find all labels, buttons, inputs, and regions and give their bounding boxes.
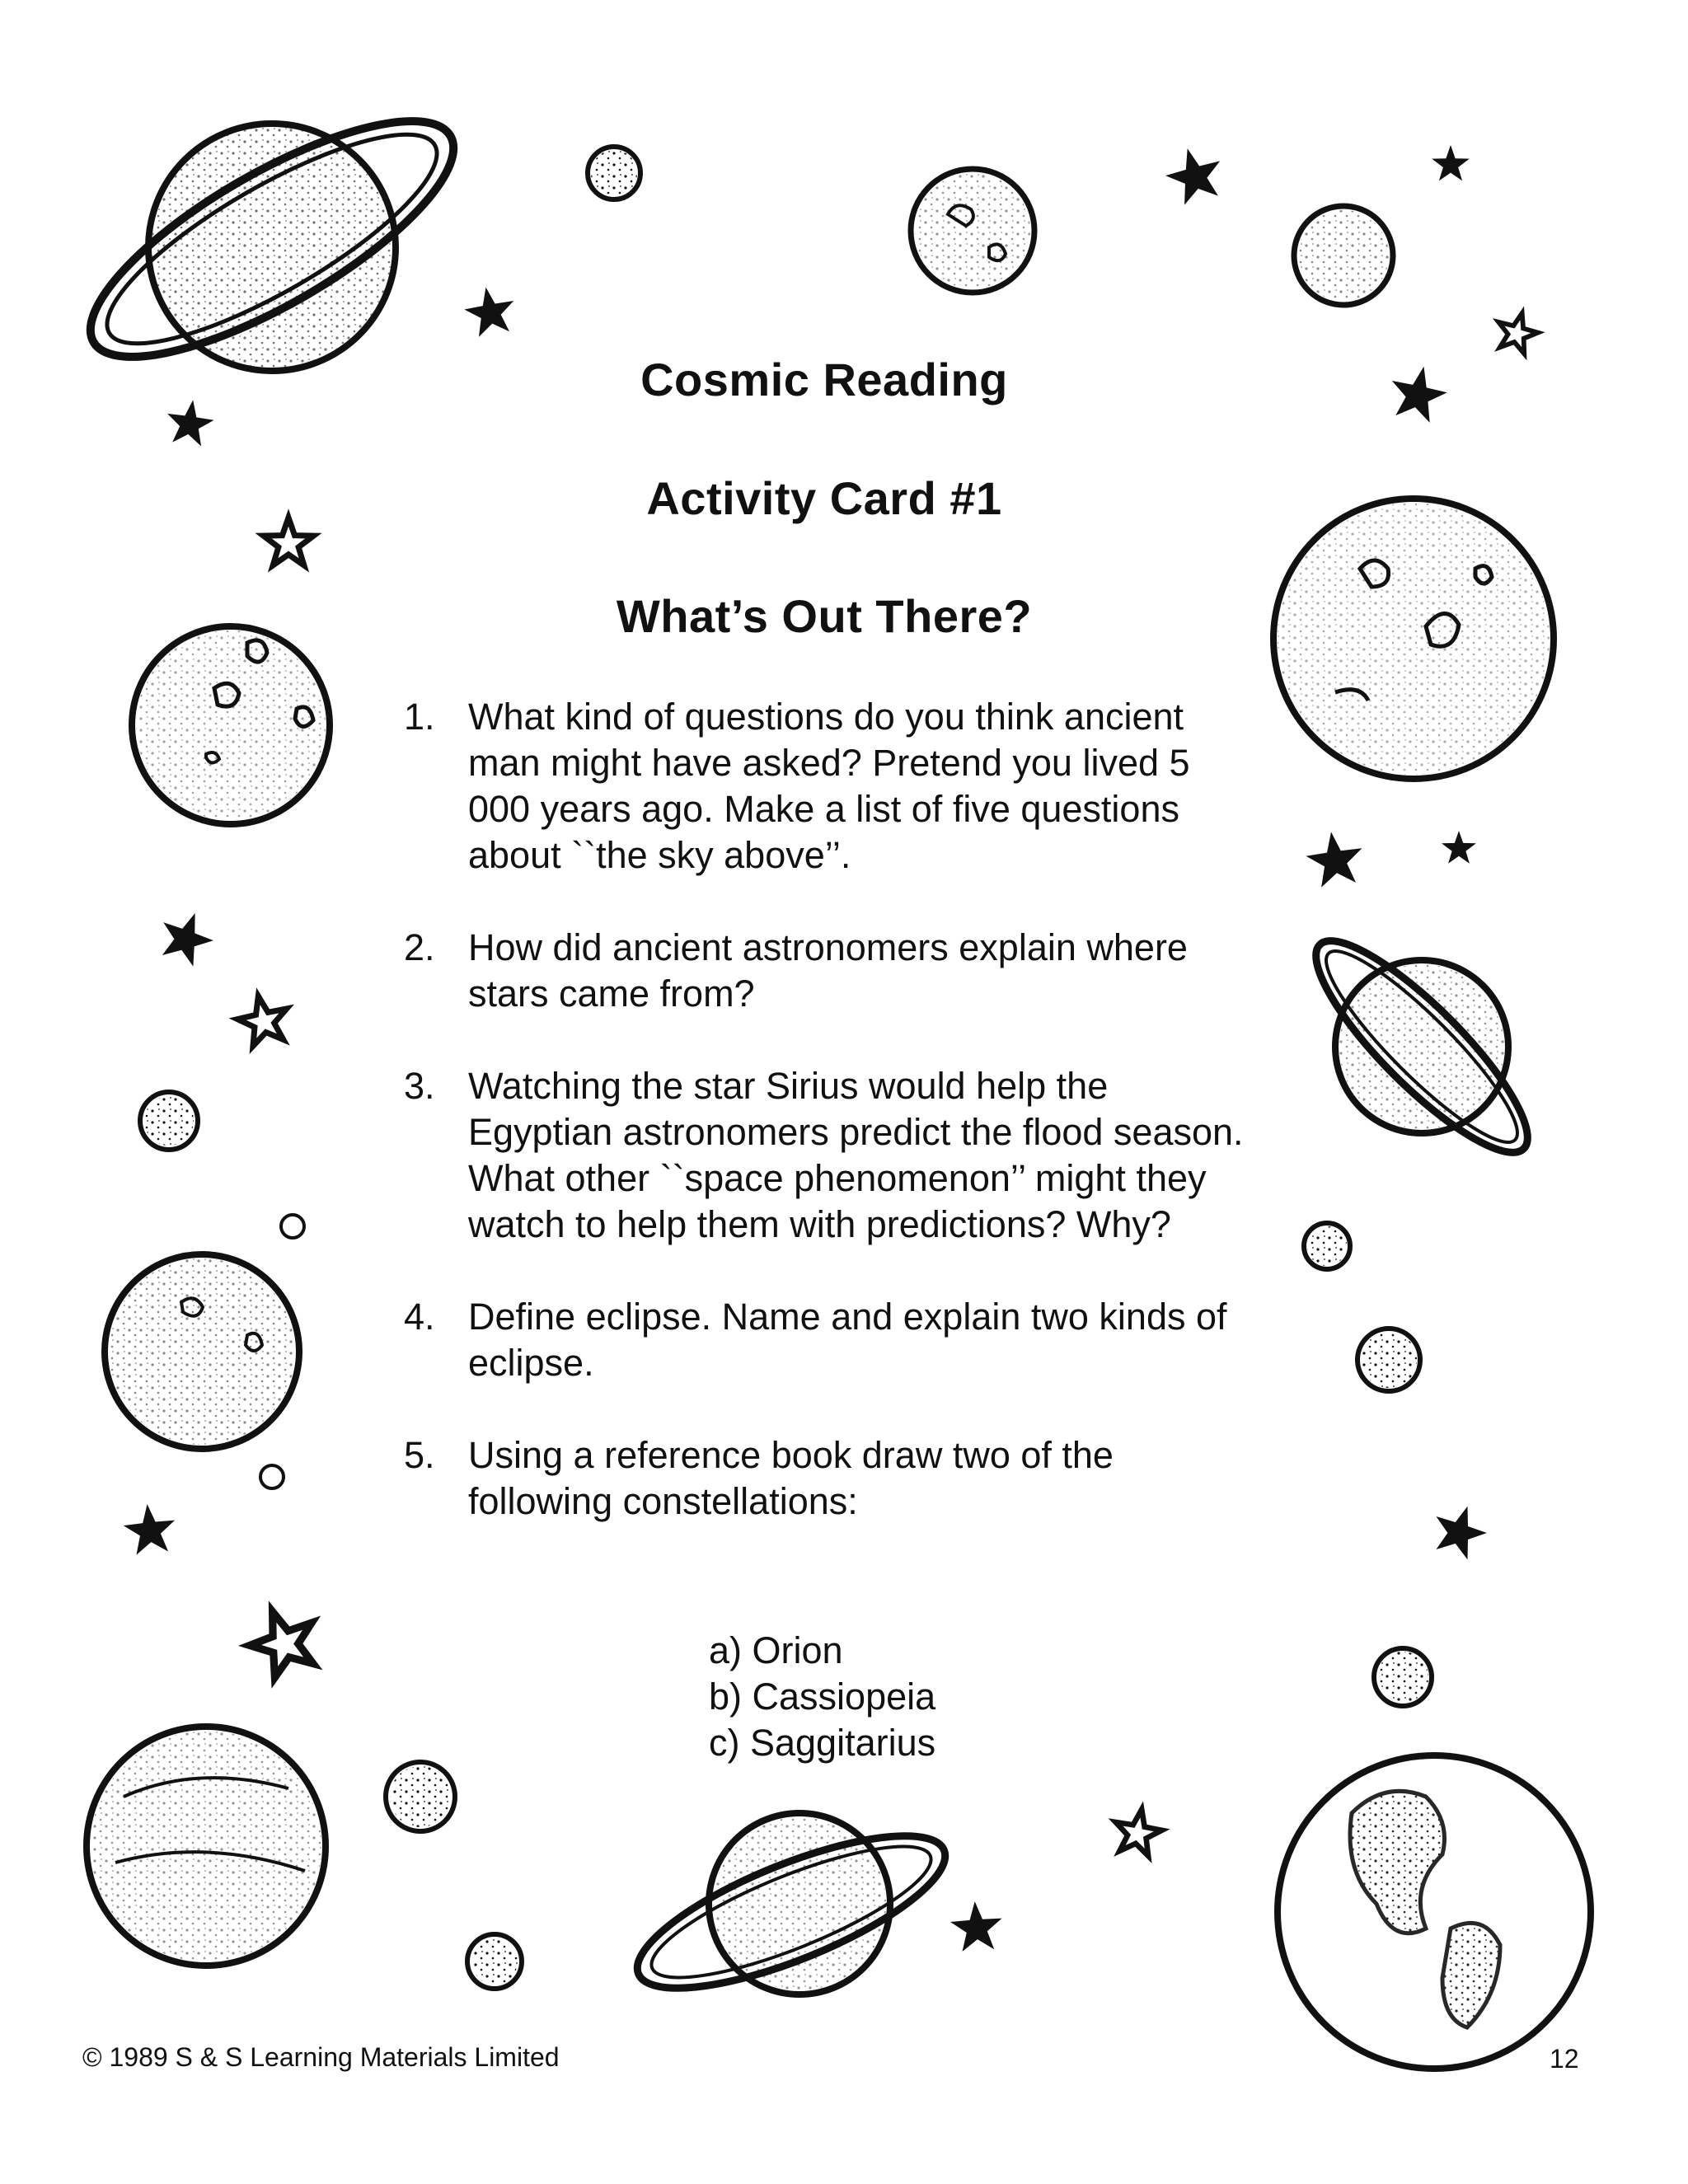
small-moon-icon — [1357, 1329, 1420, 1391]
question-number: 1. — [404, 696, 435, 738]
question-list — [404, 694, 1261, 1525]
page-subtitle: What’s Out There? — [616, 590, 1033, 642]
small-moon-icon — [281, 1215, 304, 1238]
filled-star-icon — [949, 1900, 1004, 1952]
question-item — [404, 925, 1261, 1017]
filled-star-icon — [1432, 145, 1470, 180]
page-title: Cosmic Reading — [640, 354, 1008, 405]
ringed-planet-icon — [1292, 916, 1551, 1176]
question-text: Watching the star Sirius would help the Egyptian astronomers predict the flood season. What other ``space phenomenon’’ might they watch to help them with predictions? Why? — [468, 1065, 1244, 1245]
question-number: 5. — [404, 1434, 435, 1476]
question-text: How did ancient astronomers explain where stars came from? — [468, 926, 1188, 1015]
small-moon-icon — [467, 1934, 522, 1989]
question-text: What kind of questions do you think ancient man might have asked? Pretend you lived 5 000 years ago. Make a list of five questions about ``the sky above’’. — [468, 696, 1190, 876]
copyright-notice: © 1989 S & S Learning Materials Limited — [82, 2042, 560, 2072]
planet-icon — [911, 169, 1034, 293]
filled-star-icon — [461, 283, 518, 339]
small-moon-icon — [260, 1465, 284, 1488]
small-moon-icon — [1374, 1648, 1432, 1706]
small-moon-icon — [588, 147, 640, 199]
planet-icon — [132, 626, 330, 824]
earth-icon — [1278, 1755, 1591, 2069]
planet-icon — [87, 1727, 326, 1966]
constellation-option: c) Saggitarius — [709, 1722, 936, 1764]
question-number: 4. — [404, 1296, 435, 1338]
outline-star-icon — [1111, 1806, 1165, 1858]
question-number: 2. — [404, 926, 435, 968]
ringed-planet-icon — [60, 79, 483, 400]
small-moon-icon — [1304, 1223, 1350, 1269]
outline-star-icon — [1493, 307, 1542, 355]
outline-star-icon — [241, 1601, 325, 1682]
filled-star-icon — [121, 1502, 178, 1556]
question-item — [404, 694, 1261, 879]
question-item — [404, 1432, 1261, 1525]
question-item — [404, 1294, 1261, 1386]
question-text: Define eclipse. Name and explain two kinds of eclipse. — [468, 1296, 1227, 1384]
small-moon-icon — [386, 1762, 455, 1831]
filled-star-icon — [1442, 831, 1476, 864]
constellation-option: a) Orion — [709, 1629, 843, 1671]
activity-card-label: Activity Card #1 — [646, 472, 1002, 524]
planet-icon — [1294, 206, 1393, 305]
question-text: Using a reference book draw two of the following constellations: — [468, 1434, 1114, 1522]
question-number: 3. — [404, 1065, 435, 1107]
filled-star-icon — [1160, 141, 1229, 208]
constellation-options — [709, 1628, 935, 1766]
filled-star-icon — [1303, 828, 1367, 889]
filled-star-icon — [152, 904, 220, 970]
planet-icon — [105, 1254, 299, 1449]
outline-star-icon — [234, 991, 293, 1047]
filled-star-icon — [1427, 1498, 1493, 1563]
question-item — [404, 1063, 1261, 1248]
small-moon-icon — [140, 1092, 198, 1150]
page-number: 12 — [1550, 2044, 1579, 2074]
ringed-planet-icon — [621, 1806, 962, 2018]
constellation-option: b) Cassiopeia — [709, 1675, 936, 1718]
